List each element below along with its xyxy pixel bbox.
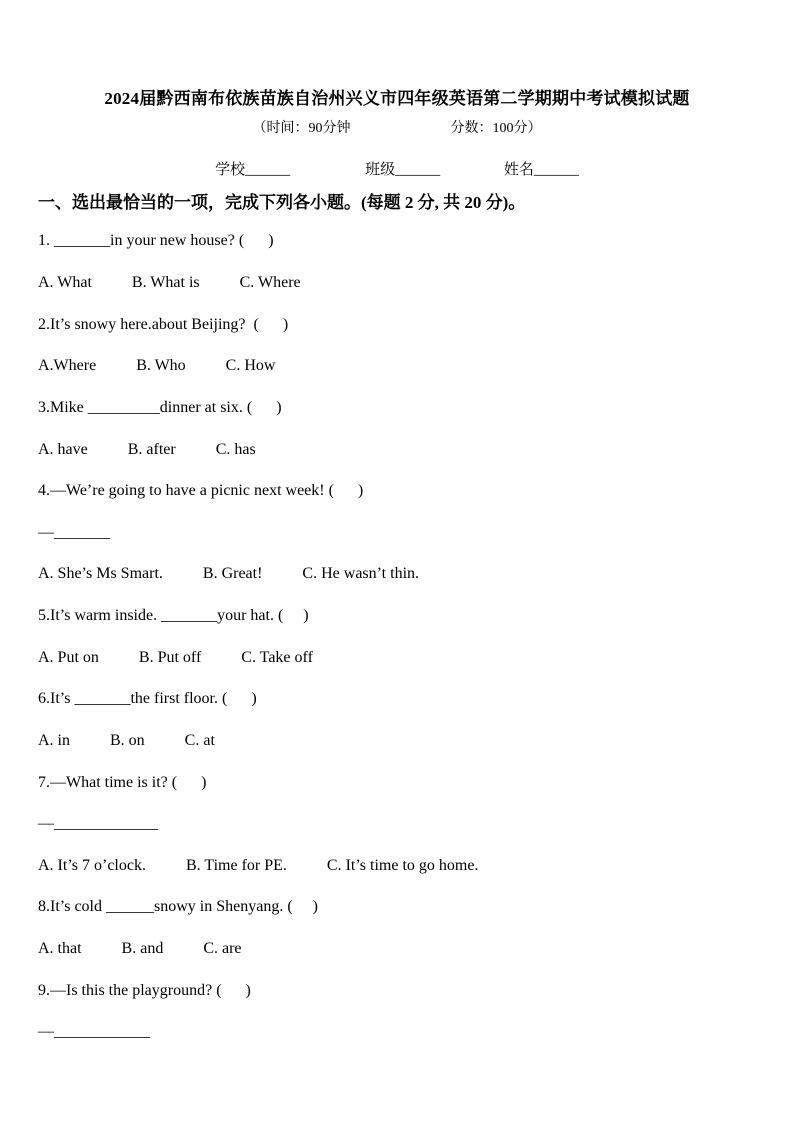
exam-title: 2024届黔西南布依族苗族自治州兴义市四年级英语第二学期期中考试模拟试题	[104, 89, 690, 108]
options-4: A. She’s Ms Smart. B. Great! C. He wasn’t thin.	[38, 565, 420, 582]
exam-subtitle	[0, 117, 794, 137]
question-1: 1. _______in your new house? ( )	[38, 232, 274, 249]
options-6: A. in B. on C. at	[38, 732, 215, 749]
question-8: 8.It’s cold ______snowy in Shenyang. ( )	[38, 898, 318, 915]
exam-score: 分数：100分）	[450, 121, 542, 136]
options-7: A. It’s 7 o’clock. B. Time for PE. C. It’s time to go home.	[38, 857, 479, 874]
options-3: A. have B. after C. has	[38, 441, 256, 458]
options-5: A. Put on B. Put off C. Take off	[38, 649, 313, 666]
question-7: 7.—What time is it? ( )	[38, 774, 207, 791]
question-6: 6.It’s _______the first floor. ( )	[38, 690, 257, 707]
answer-line-4: —_______	[38, 524, 110, 541]
question-4: 4.—We’re going to have a picnic next week! ( )	[38, 482, 364, 499]
question-5: 5.It’s warm inside. _______your hat. ( )	[38, 607, 309, 624]
options-2: A.Where B. Who C. How	[38, 357, 276, 374]
student-info-line: 学校______ 班级______ 姓名______	[215, 162, 579, 178]
answer-line-9: —____________	[38, 1023, 150, 1040]
question-3: 3.Mike _________dinner at six. ( )	[38, 399, 282, 416]
question-2: 2.It’s snowy here.about Beijing? ( )	[38, 316, 289, 333]
answer-line-7: —_____________	[38, 815, 158, 832]
section-heading: 一、选出最恰当的一项，完成下列各小题。(每题 2 分, 共 20 分)。	[38, 193, 526, 212]
exam-time: （时间：90分钟	[252, 121, 351, 136]
options-1: A. What B. What is C. Where	[38, 274, 301, 291]
options-8: A. that B. and C. are	[38, 940, 242, 957]
question-9: 9.—Is this the playground? ( )	[38, 982, 251, 999]
